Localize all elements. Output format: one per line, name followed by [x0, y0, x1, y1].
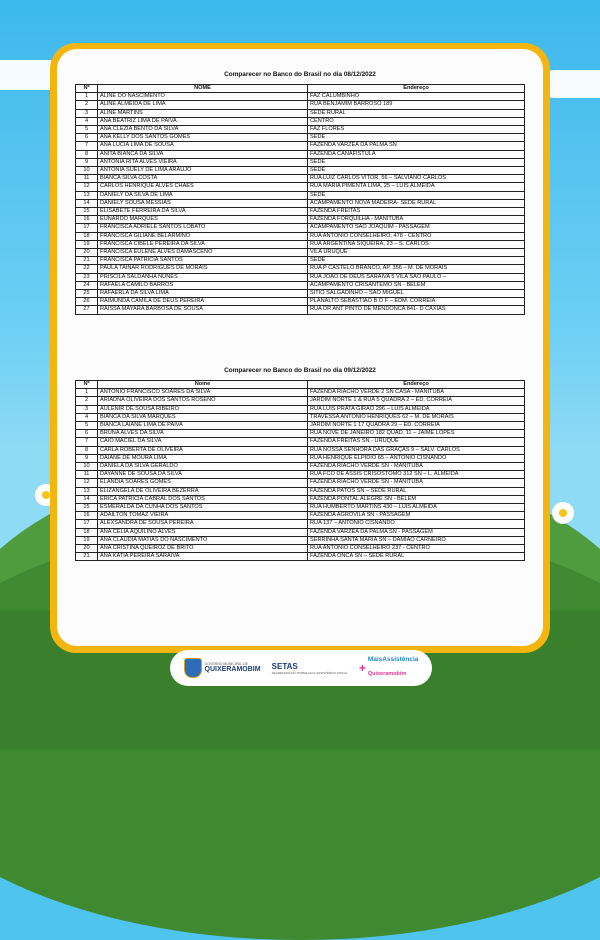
row-address: FAZENDA VARZEA DA PALMA SN - PASSAGEM	[308, 528, 525, 536]
table-row	[76, 495, 525, 503]
table-row	[76, 167, 525, 175]
row-address: FAZENDA AGROVILA SN - PASSAGEM	[308, 512, 525, 520]
quixeramobim-logo	[184, 658, 261, 678]
row-name: ANTONIA RITA ALVES VIEIRA	[98, 158, 308, 166]
row-name: BIANCA DA SILVA MARQUES	[98, 413, 308, 421]
row-address: FAZENDA RIACHO VERDE 2 SN CASA - MANITUBA	[308, 389, 525, 397]
row-number: 1	[76, 389, 98, 397]
row-name: CARLA ROBERTA DE OLIVEIRA	[98, 446, 308, 454]
table-row	[76, 454, 525, 462]
table-row	[76, 117, 525, 125]
row-number: 4	[76, 117, 98, 125]
row-name: FRANCISCA GILIANE BELARMINO	[98, 232, 308, 240]
row-address: SEDE	[308, 167, 525, 175]
row-name: ANITA BIANCA DA SILVA	[98, 150, 308, 158]
row-address: SEDE	[308, 158, 525, 166]
row-address: SEDE	[308, 191, 525, 199]
row-number: 3	[76, 109, 98, 117]
list-08-12	[75, 71, 525, 315]
table-row	[76, 298, 525, 306]
row-number: 12	[76, 183, 98, 191]
row-address: FAZENDA CANAFISTULA	[308, 150, 525, 158]
table-row	[76, 109, 525, 117]
row-address: PLANALTO SEBASTIAO B O F – EDM. CORREIA	[308, 298, 525, 306]
row-name: ALEXSANDRA DE SOUSA PEREIRA	[98, 520, 308, 528]
table-row	[76, 265, 525, 273]
beneficiary-table	[75, 84, 525, 315]
table-row	[76, 397, 525, 405]
row-address: ACAMPAMENTO CRISANTEMO SN - BELEM	[308, 281, 525, 289]
plus-icon: +	[358, 661, 366, 675]
row-name: ELIZANGELA DE OLIVEIRA BEZERRA	[98, 487, 308, 495]
table-row	[76, 175, 525, 183]
row-name: ARIADNA OLIVEIRA DOS SANTOS ROSENO	[98, 397, 308, 405]
row-number: 1	[76, 93, 98, 101]
row-name: ANA LUCIA LIMA DE SOUSA	[98, 142, 308, 150]
mais-line1: MaisAssistência	[367, 655, 419, 663]
row-address: ACAMPAMENTO SAO JOAQUIM - PASSAGEM	[308, 224, 525, 232]
table-row	[76, 183, 525, 191]
row-name: PAULA TAINAR RODRIGUES DE MORAIS	[98, 265, 308, 273]
row-number: 11	[76, 175, 98, 183]
table-row	[76, 536, 525, 544]
row-address: RUA ANTONIO CONSELHEIRO 237 - CENTRO	[308, 545, 525, 553]
row-name: RAFAELA CAMILO BARROS	[98, 281, 308, 289]
table-row	[76, 281, 525, 289]
row-address: RUA DR ANT PINTO DE MENDONCA 841- D CAXIAS	[308, 306, 525, 314]
table-row	[76, 224, 525, 232]
table-row	[76, 487, 525, 495]
row-address: CENTRO	[308, 117, 525, 125]
row-name: ESMERALDA DA CUNHA DOS SANTOS	[98, 504, 308, 512]
row-name: BIANCA LAIANE LIMA DE PAIVA	[98, 422, 308, 430]
row-name: DAYANNE DE SOUSA DA SILVA	[98, 471, 308, 479]
table-row	[76, 430, 525, 438]
row-number: 11	[76, 471, 98, 479]
row-number: 18	[76, 528, 98, 536]
row-name: ANA CELIA AQUILINO ALVES	[98, 528, 308, 536]
row-number: 2	[76, 397, 98, 405]
row-number: 17	[76, 224, 98, 232]
footer-logos	[170, 650, 432, 686]
row-address: TRAVESSA ANTONIO HENRIQUES 62 – M. DE MORAIS	[308, 413, 525, 421]
row-address: FAZENDA RIACHO VERDE SN - MANITUBA	[308, 463, 525, 471]
table-row	[76, 405, 525, 413]
crest-icon	[184, 658, 202, 678]
gov-label: GOVERNO MUNICIPAL DE	[204, 661, 248, 666]
row-address: SERRINHA SANTA MARIA SN – DAMIÃO CARNEIRO	[308, 536, 525, 544]
table-row	[76, 134, 525, 142]
col-number: Nº	[76, 85, 98, 93]
row-number: 23	[76, 273, 98, 281]
row-number: 20	[76, 545, 98, 553]
row-name: ANA CLAUDIA MATIAS DO NASCIMENTO	[98, 536, 308, 544]
table-row	[76, 240, 525, 248]
row-address: FAZ FLORES	[308, 126, 525, 134]
row-name: EUNARDO MARQUES	[98, 216, 308, 224]
row-number: 6	[76, 134, 98, 142]
row-name: BRUNA ALVES DA SILVA	[98, 430, 308, 438]
row-number: 6	[76, 430, 98, 438]
mais-assistencia-logo	[359, 657, 419, 680]
row-name: DANIELY SOUSA MESSIAS	[98, 199, 308, 207]
row-number: 21	[76, 553, 98, 561]
document-paper	[57, 49, 543, 646]
row-address: SEDE	[308, 257, 525, 265]
table-row	[76, 290, 525, 298]
table-row	[76, 273, 525, 281]
table-row	[76, 208, 525, 216]
table-row	[76, 249, 525, 257]
table-row	[76, 142, 525, 150]
row-address: FAZENDA FREITAS SN - URUQUÊ	[308, 438, 525, 446]
row-address: FAZENDA ONCA SN – SEDE RURAL	[308, 553, 525, 561]
row-number: 10	[76, 167, 98, 175]
row-number: 21	[76, 257, 98, 265]
row-address: RUA ARGENTINA SIQUEIRA, 23 – S. CARLOS	[308, 240, 525, 248]
row-name: AULENIR DE SOUSA RIBEIRO	[98, 405, 308, 413]
row-number: 13	[76, 487, 98, 495]
row-number: 19	[76, 536, 98, 544]
row-number: 26	[76, 298, 98, 306]
row-name: FRANCISCA EULENE ALVES DAMASCENO	[98, 249, 308, 257]
table-row	[76, 545, 525, 553]
row-name: ANA KELLY DOS SANTOS GOMES	[98, 134, 308, 142]
table-row	[76, 520, 525, 528]
row-address: SEDE RURAL	[308, 109, 525, 117]
mais-line2: Quixeramobim	[367, 671, 407, 678]
row-number: 17	[76, 520, 98, 528]
table-row	[76, 257, 525, 265]
row-address: RUA P CASTELO BRANCO, AP. 356 – M. DE MORAIS	[308, 265, 525, 273]
row-number: 15	[76, 504, 98, 512]
row-address: VILA URUQUE	[308, 249, 525, 257]
table-row	[76, 306, 525, 314]
row-address: RUA LUIS PRATA GIRAO 296 – LUIS ALMEIDA	[308, 405, 525, 413]
row-name: DANIELY DA SILVA DE LIMA	[98, 191, 308, 199]
col-name: Nome	[98, 381, 308, 389]
table-row	[76, 463, 525, 471]
row-address: FAZENDA PATOS SN – SEDE RURAL	[308, 487, 525, 495]
col-name: NOME	[98, 85, 308, 93]
row-address: RUA MARIA PIMENTA LIMA, 25 – LUIS ALMEIDA	[308, 183, 525, 191]
row-address: RUA BENJAMIM BARROSO 189	[308, 101, 525, 109]
table-row	[76, 199, 525, 207]
row-number: 5	[76, 126, 98, 134]
row-name: ELISABETE FERREIRA DA SILVA	[98, 208, 308, 216]
row-name: ADAILTON TOMAZ VIEIRA	[98, 512, 308, 520]
table-row	[76, 93, 525, 101]
row-address: FAZENDA FORQUILHA - MANITUBA	[308, 216, 525, 224]
table-header	[76, 381, 525, 389]
table-row	[76, 389, 525, 397]
beneficiary-table	[75, 380, 525, 561]
row-number: 20	[76, 249, 98, 257]
table-row	[76, 150, 525, 158]
row-number: 3	[76, 405, 98, 413]
row-number: 27	[76, 306, 98, 314]
table-row	[76, 438, 525, 446]
table-row	[76, 479, 525, 487]
row-address: JARDIM NORTE 1 17 QUADRA 29 – ED. CORREIA	[308, 422, 525, 430]
row-name: RAISSA MAYARA BARBOSA DE SOUSA	[98, 306, 308, 314]
table-row	[76, 158, 525, 166]
row-address: SITIO SALGADINHO – SAO MIGUEL	[308, 290, 525, 298]
row-name: RAFAERLA DA SILVA LIMA	[98, 290, 308, 298]
col-number: Nº	[76, 381, 98, 389]
table-header	[76, 85, 525, 93]
row-number: 7	[76, 142, 98, 150]
row-name: CAIO MACIEL DA SILVA	[98, 438, 308, 446]
row-address: FAZENDA PONTAL ALEGRE SN - BELEM	[308, 495, 525, 503]
row-address: RUA ANTONIO CONSELHEIRO, 478 - CENTRO	[308, 232, 525, 240]
row-name: ANTONIO FRANCISCO SOARES DA SILVA	[98, 389, 308, 397]
table-row	[76, 216, 525, 224]
row-name: ANA BEATRIZ LIMA DE PAIVA	[98, 117, 308, 125]
row-address: FAZENDA VARZEA DA PALMA SN	[308, 142, 525, 150]
row-address: RUA LUIZ CARLOS VITOR, 56 – SALVIANO CARLOS	[308, 175, 525, 183]
daisy-icon	[555, 505, 571, 521]
row-name: FRANCISCA CIBELE PEREIRA DA SILVA	[98, 240, 308, 248]
row-number: 16	[76, 512, 98, 520]
row-name: ALINE DO NASCIMENTO	[98, 93, 308, 101]
row-address: RUA NOVE DE JANEIRO 182 QUAD. 11 – JAIME LOPES	[308, 430, 525, 438]
row-number: 9	[76, 158, 98, 166]
row-name: ANTONIA SUELY DE LIMA ARAUJO	[98, 167, 308, 175]
row-number: 8	[76, 150, 98, 158]
row-number: 24	[76, 281, 98, 289]
row-number: 19	[76, 240, 98, 248]
row-address: FAZENDA FREITAS	[308, 208, 525, 216]
col-address: Endereço	[308, 381, 525, 389]
list-title: Comparecer no Banco do Brasil no dia 09/12/2022	[224, 367, 376, 374]
row-address: SEDE	[308, 134, 525, 142]
row-number: 2	[76, 101, 98, 109]
row-number: 13	[76, 191, 98, 199]
row-number: 9	[76, 454, 98, 462]
table-row	[76, 512, 525, 520]
col-address: Endereço	[308, 85, 525, 93]
row-number: 12	[76, 479, 98, 487]
row-name: DAIANE DE MOURA LIMA	[98, 454, 308, 462]
list-title: Comparecer no Banco do Brasil no dia 08/12/2022	[224, 71, 376, 78]
row-number: 5	[76, 422, 98, 430]
setas-subtitle: SECRETARIA DO TRABALHO E ASSISTÊNCIA SOCIAL	[271, 670, 348, 675]
city-name: QUIXERAMOBIM	[204, 666, 261, 674]
row-name: ALINE MARTINS	[98, 109, 308, 117]
row-name: ERICA PATRICIA CABRAL DOS SANTOS	[98, 495, 308, 503]
row-name: RAIMUNDA CAMILA DE DEUS PEREIRA	[98, 298, 308, 306]
table-row	[76, 422, 525, 430]
row-name: FRANCISCA ADRIELE SANTOS LOBATO	[98, 224, 308, 232]
table-row	[76, 504, 525, 512]
setas-name: SETAS	[271, 661, 298, 671]
row-number: 18	[76, 232, 98, 240]
row-number: 14	[76, 495, 98, 503]
table-row	[76, 126, 525, 134]
table-row	[76, 471, 525, 479]
row-address: RUA FCO DE ASSIS CRISOSTOMO 312 SN – L. ALMEIDA	[308, 471, 525, 479]
row-number: 25	[76, 290, 98, 298]
row-address: RUA 137 – ANTONIO CISNANDO	[308, 520, 525, 528]
row-name: DANIELA DA SILVA GERALDO	[98, 463, 308, 471]
row-name: ANA CLEZIA BENTO DA SILVA	[98, 126, 308, 134]
setas-logo	[272, 662, 348, 675]
row-number: 10	[76, 463, 98, 471]
row-address: FAZ CALUMBINHO	[308, 93, 525, 101]
row-address: RUA HENRIQUE ELPIDIO 65 – ANTONIO CISNANDO	[308, 454, 525, 462]
row-name: ELANDIA SOARES GOMES	[98, 479, 308, 487]
row-name: BIANCA SILVA COSTA	[98, 175, 308, 183]
table-row	[76, 101, 525, 109]
row-number: 14	[76, 199, 98, 207]
row-number: 22	[76, 265, 98, 273]
row-number: 7	[76, 438, 98, 446]
row-name: FRANCISCA PATRICIA SANTOS	[98, 257, 308, 265]
row-name: ANA CRISTINA QUEIROZ DE BRITO	[98, 545, 308, 553]
table-row	[76, 413, 525, 421]
row-number: 15	[76, 208, 98, 216]
table-row	[76, 446, 525, 454]
row-name: CARLOS HENRIQUE ALVES CHAES	[98, 183, 308, 191]
row-number: 8	[76, 446, 98, 454]
row-address: RUA JOAO DE DEUS SARAIVA 5 VILA SAO PAULO –	[308, 273, 525, 281]
row-name: ANA KATIA PEREIRA SARAIVA	[98, 553, 308, 561]
table-row	[76, 191, 525, 199]
row-name: PRISCILA SALDANHA NUNES	[98, 273, 308, 281]
table-row	[76, 528, 525, 536]
list-09-12	[75, 367, 525, 561]
row-address: ACAMPAMENTO NOVA MADEIRA- SEDE RURAL	[308, 199, 525, 207]
table-row	[76, 232, 525, 240]
row-address: RUA HUMBERTO MARTINS 430 – LUIS ALMEIDA	[308, 504, 525, 512]
row-number: 4	[76, 413, 98, 421]
row-address: RUA NOSSA SENHORA DAS GRAÇAS 9 – SALV. CARLOS	[308, 446, 525, 454]
table-row	[76, 553, 525, 561]
row-address: FAZENDA RIACHO VERDE SN - MANITUBA	[308, 479, 525, 487]
row-name: ALINE ALMEIDA DE LIMA	[98, 101, 308, 109]
row-number: 16	[76, 216, 98, 224]
row-address: JARDIM NORTE 1 & RUA 5 QUADRA 2 – ED. CORREIA	[308, 397, 525, 405]
